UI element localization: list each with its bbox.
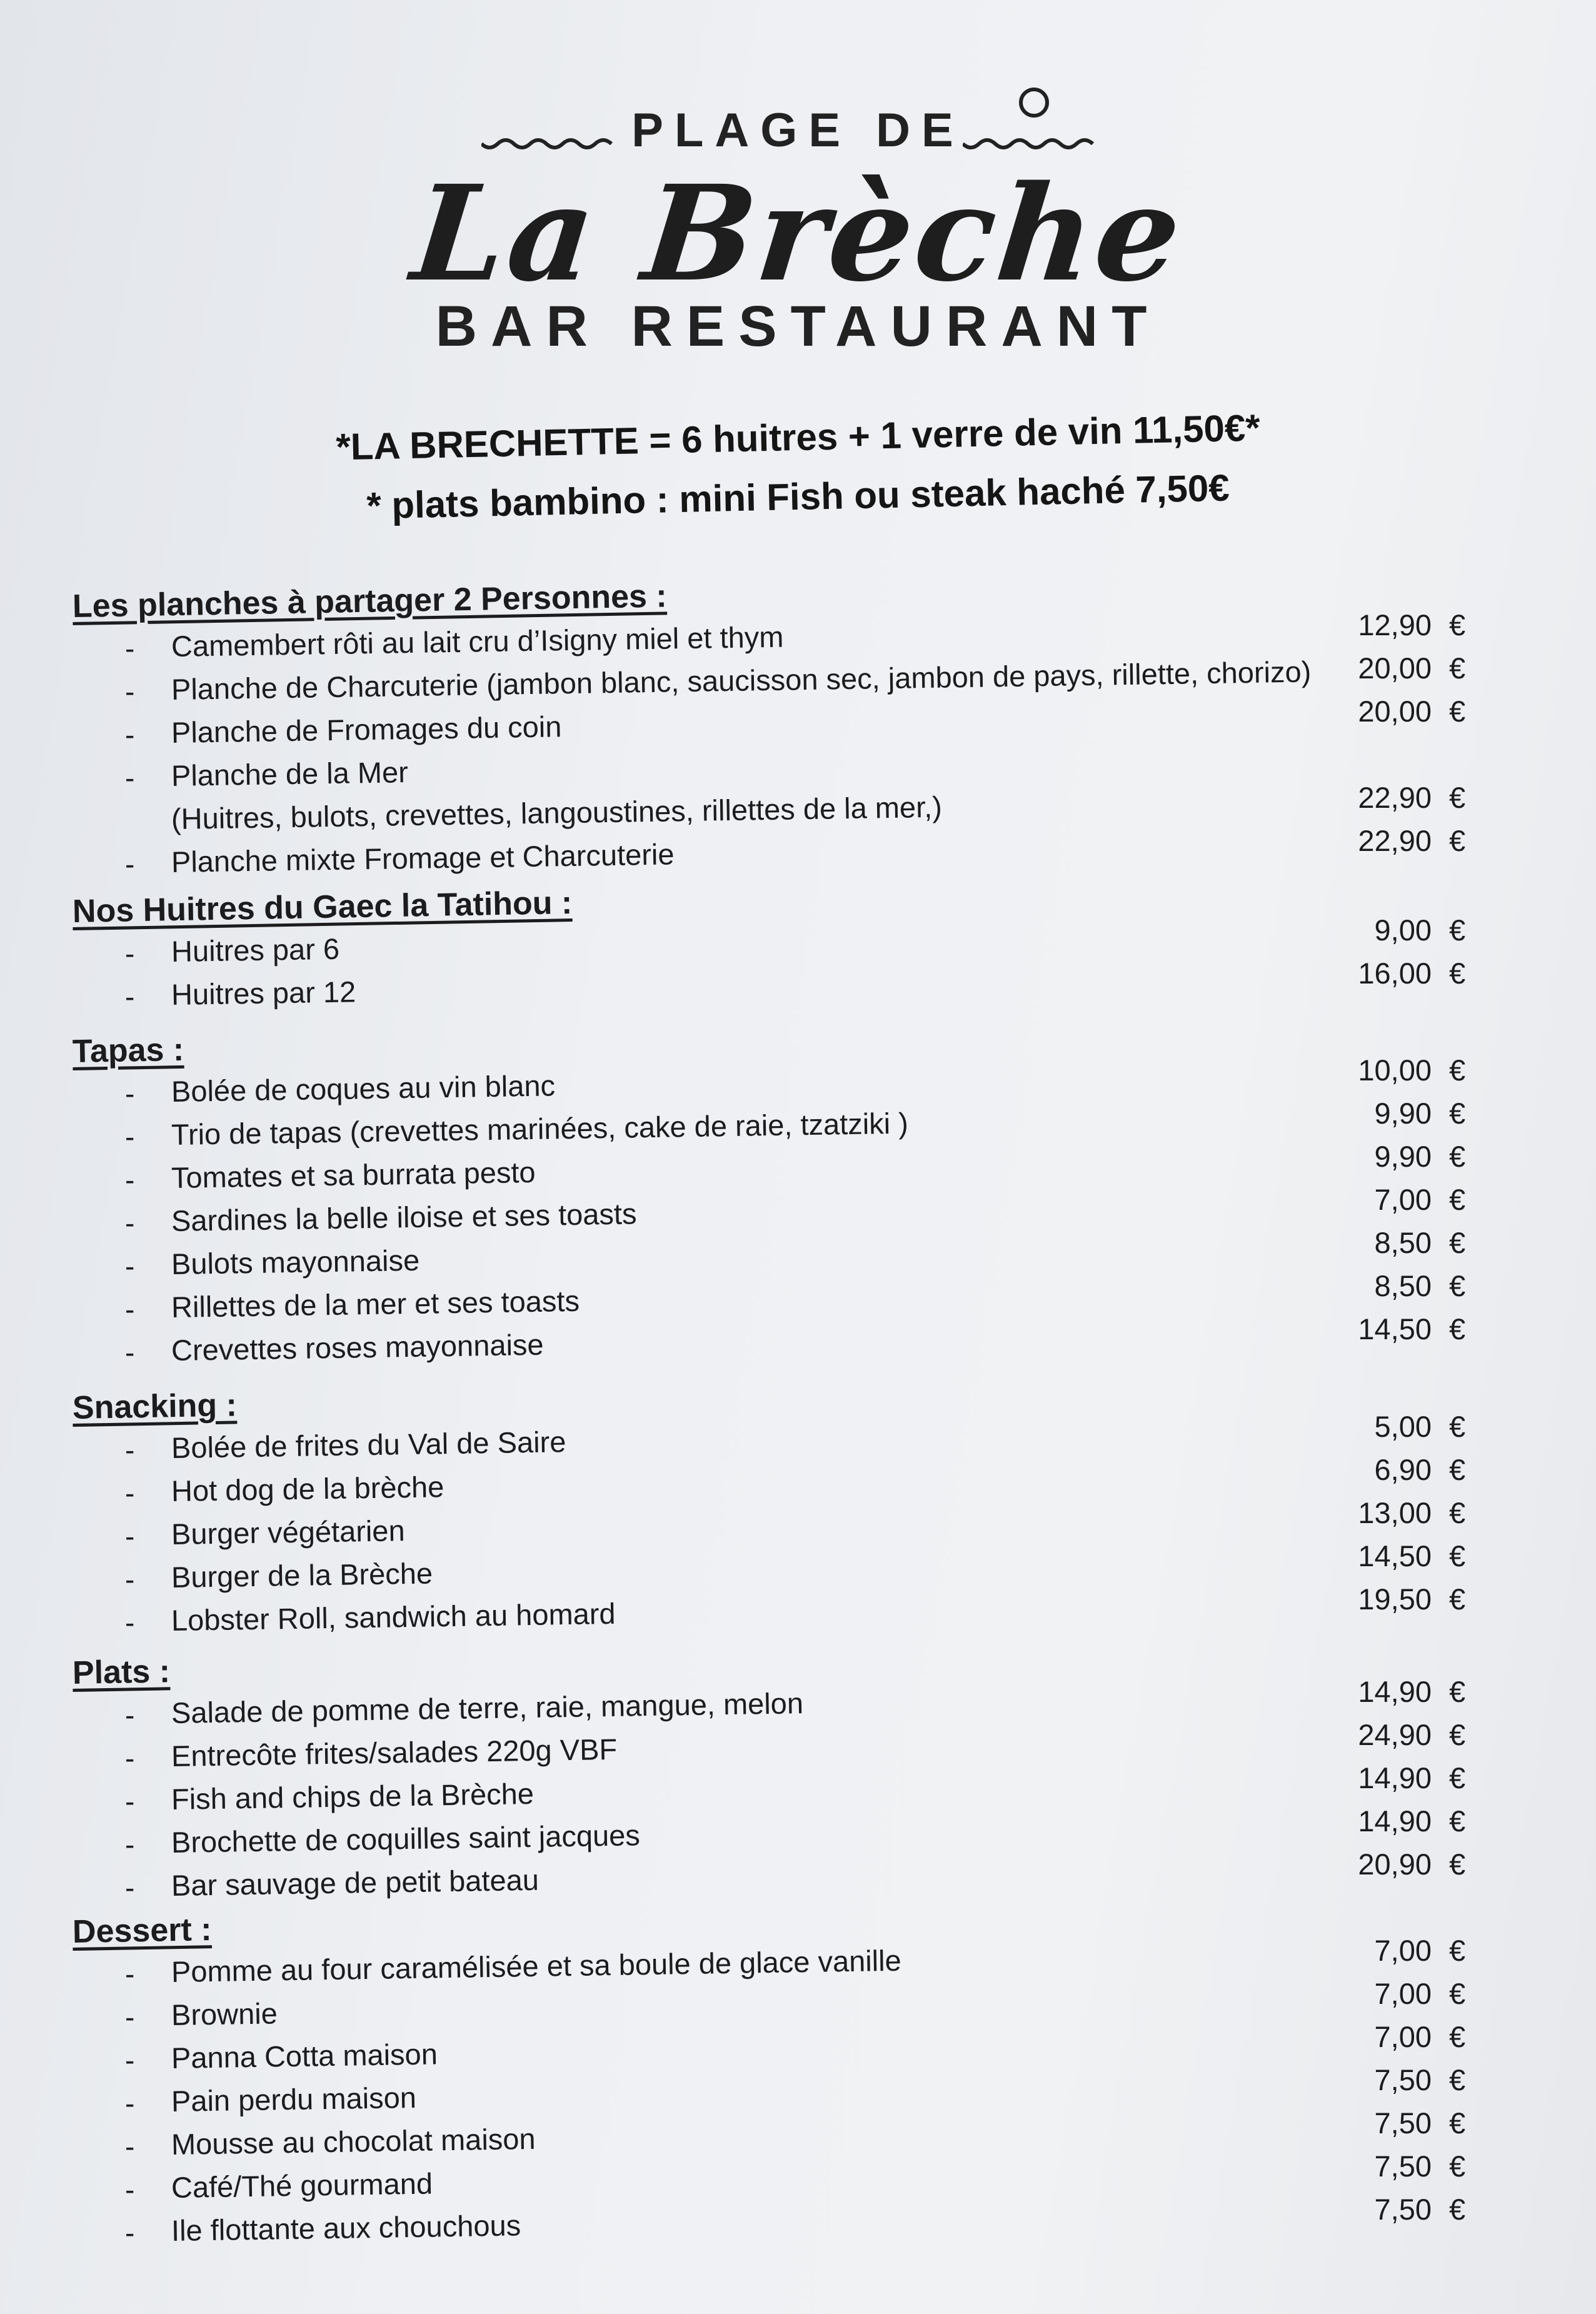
item-price: 7,50: [1374, 2106, 1432, 2140]
bullet-dash: -: [125, 1207, 135, 1239]
item-price: 10,00: [1358, 1054, 1432, 1087]
currency-symbol: €: [1449, 1934, 1466, 1967]
item-name: Planche de Charcuterie (jambon blanc, saucisson sec, jambon de pays, rillette, chorizo): [171, 655, 1312, 706]
header-top-line: PLAGE DE: [631, 104, 965, 157]
header-subtitle: BAR RESTAURANT: [435, 294, 1161, 358]
item-price: 20,00: [1358, 651, 1432, 685]
menu-item: [0, 2193, 1596, 2253]
item-name: Entrecôte frites/salades 220g VBF: [171, 1732, 618, 1773]
item-price: 12,90: [1358, 608, 1432, 641]
currency-symbol: €: [1449, 1312, 1466, 1346]
bullet-dash: -: [125, 1828, 135, 1861]
item-price: 19,50: [1358, 1582, 1432, 1616]
currency-symbol: €: [1449, 824, 1466, 857]
bullet-dash: -: [125, 1520, 135, 1552]
item-price: 7,00: [1374, 2020, 1432, 2053]
bullet-dash: -: [125, 1742, 135, 1774]
currency-symbol: €: [1449, 1804, 1466, 1838]
item-name: Crevettes roses mayonnaise: [171, 1327, 544, 1367]
item-price: 8,50: [1374, 1269, 1432, 1302]
item-price: 5,00: [1374, 1410, 1432, 1443]
currency-symbol: €: [1449, 2020, 1466, 2053]
bullet-dash: -: [125, 2216, 135, 2249]
item-name: Brochette de coquilles saint jacques: [171, 1818, 641, 1859]
currency-symbol: €: [1449, 1582, 1466, 1616]
restaurant-logo-name: La Brèche: [406, 156, 1190, 311]
bullet-dash: -: [125, 2087, 135, 2120]
bullet-dash: -: [125, 2130, 135, 2163]
currency-symbol: €: [1449, 1097, 1466, 1130]
currency-symbol: €: [1449, 1848, 1466, 1881]
item-name: Camembert rôti au lait cru d’Isigny miel et thym: [171, 620, 784, 663]
currency-symbol: €: [1449, 695, 1466, 728]
item-name: Huitres par 12: [171, 975, 356, 1011]
item-price: 14,50: [1358, 1539, 1432, 1572]
item-price: 7,00: [1374, 1934, 1432, 1967]
item-price: 14,90: [1358, 1761, 1432, 1794]
item-name: Mousse au chocolat maison: [171, 2121, 536, 2161]
item-name: Bolée de coques au vin blanc: [171, 1069, 556, 1108]
item-price: 14,50: [1358, 1312, 1432, 1346]
item-name: Trio de tapas (crevettes marinées, cake de raie, tzatziki ): [171, 1106, 909, 1151]
section-heading: Snacking :: [72, 1387, 238, 1426]
bullet-dash: -: [125, 1120, 135, 1153]
item-name: Lobster Roll, sandwich au homard: [171, 1596, 616, 1637]
bullet-dash: -: [125, 2173, 135, 2206]
currency-symbol: €: [1449, 2106, 1466, 2140]
currency-symbol: €: [1449, 1140, 1466, 1173]
menu-item: [0, 957, 1596, 1017]
item-price: 7,50: [1374, 2150, 1432, 2183]
section-heading: Plats :: [72, 1653, 171, 1691]
item-price: 9,00: [1374, 913, 1432, 947]
item-price: 13,00: [1358, 1496, 1432, 1529]
bullet-dash: -: [125, 1077, 135, 1110]
item-price: 14,90: [1358, 1804, 1432, 1838]
menu-item: [0, 1312, 1596, 1372]
section-heading: Dessert :: [72, 1911, 213, 1950]
item-price: 7,50: [1374, 2063, 1432, 2096]
item-list: [0, 1410, 1596, 1642]
bullet-dash: -: [125, 1164, 135, 1196]
item-price: 22,90: [1358, 824, 1432, 857]
bullet-dash: -: [125, 632, 135, 665]
currency-symbol: €: [1449, 2193, 1466, 2226]
currency-symbol: €: [1449, 1226, 1466, 1259]
bullet-dash: -: [125, 762, 135, 794]
bullet-dash: -: [125, 718, 135, 751]
item-list: [0, 913, 1596, 1017]
bullet-dash: -: [125, 1293, 135, 1326]
bullet-dash: -: [125, 1958, 135, 1990]
bullet-dash: -: [125, 1434, 135, 1466]
item-name: Salade de pomme de terre, raie, mangue, melon: [171, 1686, 804, 1729]
currency-symbol: €: [1449, 651, 1466, 685]
currency-symbol: €: [1449, 1675, 1466, 1708]
item-price: 6,90: [1374, 1453, 1432, 1486]
item-name: Rillettes de la mer et ses toasts: [171, 1284, 580, 1324]
bullet-dash: -: [125, 1871, 135, 1904]
item-name: Pomme au four caramélisée et sa boule de glace vanille: [171, 1943, 902, 1988]
currency-symbol: €: [1449, 608, 1466, 641]
item-name: Planche de la Mer: [171, 755, 409, 792]
item-name: Planche de Fromages du coin: [171, 710, 562, 749]
item-detail: (Huitres, bulots, crevettes, langoustines, rillettes de la mer,): [171, 790, 943, 835]
menu-item: [0, 695, 1596, 755]
sun-icon: [1019, 88, 1049, 118]
item-name: Pain perdu maison: [171, 2080, 417, 2118]
item-name: Hot dog de la brèche: [171, 1470, 444, 1507]
currency-symbol: €: [1449, 1183, 1466, 1216]
item-price: 16,00: [1358, 957, 1432, 990]
currency-symbol: €: [1449, 1269, 1466, 1302]
currency-symbol: €: [1449, 1539, 1466, 1572]
currency-symbol: €: [1449, 1054, 1466, 1087]
item-name: Bar sauvage de petit bateau: [171, 1863, 540, 1902]
item-name: Burger végétarien: [171, 1514, 405, 1551]
bullet-dash: -: [125, 1477, 135, 1509]
item-name: Planche mixte Fromage et Charcuterie: [171, 837, 675, 878]
currency-symbol: €: [1449, 2063, 1466, 2096]
item-name: Fish and chips de la Brèche: [171, 1776, 535, 1816]
menu-item: [0, 1582, 1596, 1642]
bullet-dash: -: [125, 1785, 135, 1818]
item-price: 7,00: [1374, 1183, 1432, 1216]
item-price: 9,90: [1374, 1140, 1432, 1173]
currency-symbol: €: [1449, 1410, 1466, 1443]
wave-icon: [963, 134, 1094, 153]
item-price: 14,90: [1358, 1675, 1432, 1708]
item-price: 8,50: [1374, 1226, 1432, 1259]
currency-symbol: €: [1449, 913, 1466, 947]
currency-symbol: €: [1449, 2150, 1466, 2183]
item-name: Bulots mayonnaise: [171, 1243, 420, 1280]
item-list: [0, 608, 1596, 884]
bullet-dash: -: [125, 1250, 135, 1282]
item-name: Brownie: [171, 1996, 278, 2031]
item-list: [0, 1675, 1596, 1908]
item-name: Café/Thé gourmand: [171, 2166, 433, 2204]
bullet-dash: -: [125, 2001, 135, 2033]
menu-item: [0, 1848, 1596, 1908]
item-price: 9,90: [1374, 1097, 1432, 1130]
item-price: 7,00: [1374, 1977, 1432, 2010]
item-name: Tomates et sa burrata pesto: [171, 1155, 536, 1194]
currency-symbol: €: [1449, 1718, 1466, 1751]
item-list: [0, 1934, 1596, 2253]
bullet-dash: -: [125, 937, 135, 970]
item-price: 20,90: [1358, 1848, 1432, 1881]
menu-item: [0, 824, 1596, 884]
currency-symbol: €: [1449, 1977, 1466, 2010]
bullet-dash: -: [125, 1336, 135, 1369]
item-name: Burger de la Brèche: [171, 1556, 433, 1594]
currency-symbol: €: [1449, 1453, 1466, 1486]
currency-symbol: €: [1449, 781, 1466, 814]
item-name: Ile flottante aux chouchous: [171, 2208, 521, 2247]
currency-symbol: €: [1449, 957, 1466, 990]
section-heading: Les planches à partager 2 Personnes :: [72, 578, 668, 625]
item-price: 24,90: [1358, 1718, 1432, 1751]
bullet-dash: -: [125, 675, 135, 708]
bullet-dash: -: [125, 980, 135, 1013]
item-price: 7,50: [1374, 2193, 1432, 2226]
promo-note: * plats bambino : mini Fish ou steak haché 7,50€: [366, 466, 1230, 527]
bullet-dash: -: [125, 2044, 135, 2076]
bullet-dash: -: [125, 1606, 135, 1639]
bullet-dash: -: [125, 848, 135, 880]
item-name: Sardines la belle iloise et ses toasts: [171, 1197, 637, 1237]
currency-symbol: €: [1449, 1496, 1466, 1529]
section-heading: Tapas :: [72, 1031, 184, 1070]
section-heading: Nos Huitres du Gaec la Tatihou :: [72, 885, 573, 930]
item-name: Panna Cotta maison: [171, 2037, 438, 2075]
bullet-dash: -: [125, 1563, 135, 1596]
currency-symbol: €: [1449, 1761, 1466, 1794]
item-name: Bolée de frites du Val de Saire: [171, 1425, 566, 1464]
item-list: [0, 1054, 1596, 1372]
promo-note: *LA BRECHETTE = 6 huitres + 1 verre de vin 11,50€*: [335, 406, 1261, 468]
bullet-dash: -: [125, 1699, 135, 1731]
item-price: 22,90: [1358, 781, 1432, 814]
item-name: Huitres par 6: [171, 932, 340, 968]
item-price: 20,00: [1358, 695, 1432, 728]
